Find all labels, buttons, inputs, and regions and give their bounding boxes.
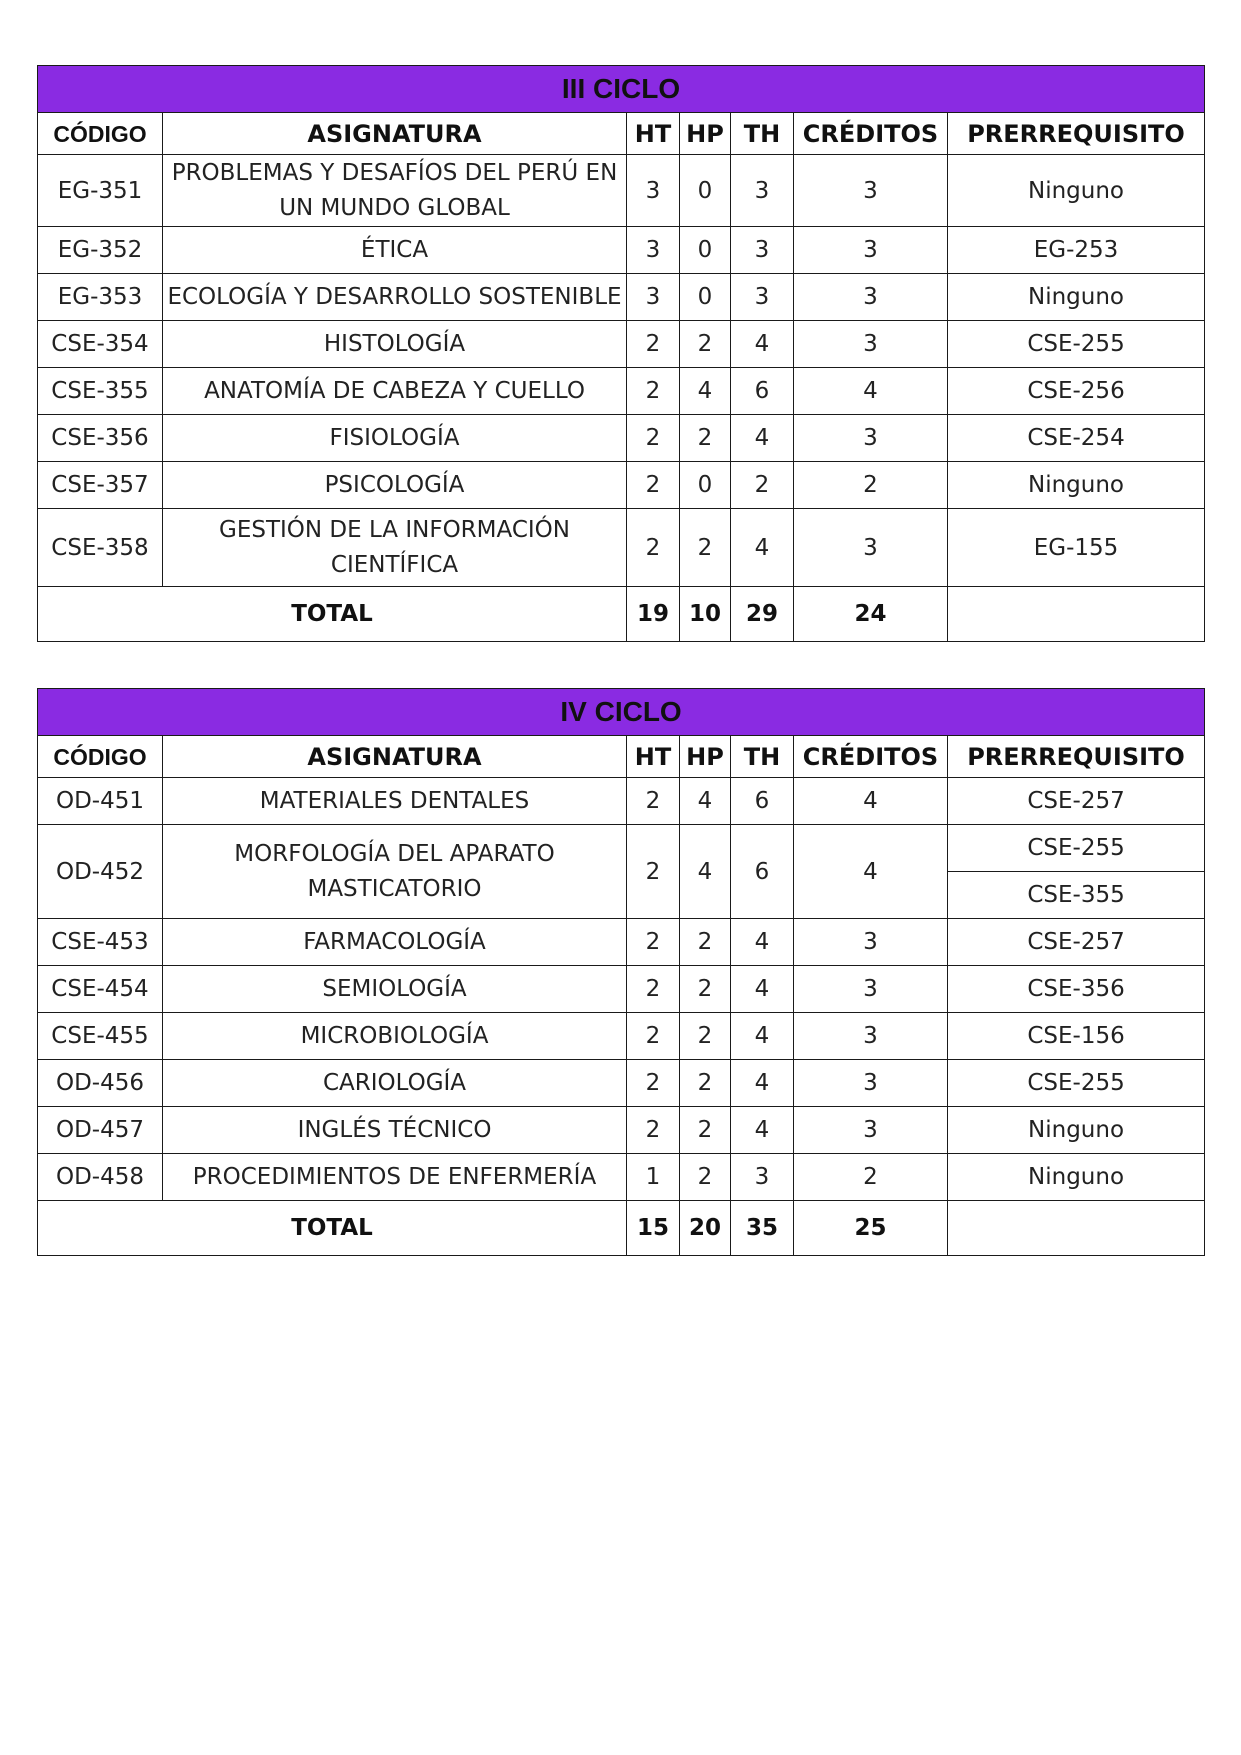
- table-row: [38, 462, 1205, 509]
- cell-codigo: CSE-358: [38, 509, 163, 587]
- total-creditos: 24: [794, 587, 948, 642]
- cell-creditos: 4: [794, 825, 948, 919]
- cell-th: 6: [731, 825, 794, 919]
- cell-ht: 2: [627, 919, 680, 966]
- cell-codigo: OD-458: [38, 1154, 163, 1201]
- cell-asignatura: PSICOLOGÍA: [163, 462, 627, 509]
- cell-asignatura: FARMACOLOGÍA: [163, 919, 627, 966]
- table-row: [38, 415, 1205, 462]
- cell-asignatura: MATERIALES DENTALES: [163, 778, 627, 825]
- cell-asignatura: PROCEDIMIENTOS DE ENFERMERÍA: [163, 1154, 627, 1201]
- cell-prerrequisito: CSE-255: [948, 321, 1205, 368]
- cell-th: 4: [731, 509, 794, 587]
- cell-hp: 4: [680, 825, 731, 919]
- total-label: TOTAL: [38, 1201, 627, 1256]
- cell-th: 6: [731, 778, 794, 825]
- cell-creditos: 2: [794, 1154, 948, 1201]
- cell-ht: 2: [627, 415, 680, 462]
- ciclo-iii-table: [37, 65, 1205, 642]
- cell-prerrequisito: Ninguno: [948, 1154, 1205, 1201]
- table-row: [38, 274, 1205, 321]
- cell-hp: 0: [680, 227, 731, 274]
- cell-hp: 0: [680, 274, 731, 321]
- cell-asignatura: GESTIÓN DE LA INFORMACIÓN CIENTÍFICA: [163, 509, 627, 587]
- cell-prerrequisito: Ninguno: [948, 274, 1205, 321]
- total-row: [38, 587, 1205, 642]
- cell-ht: 2: [627, 825, 680, 919]
- cell-ht: 2: [627, 321, 680, 368]
- table-row: [38, 825, 1205, 919]
- total-th: 35: [731, 1201, 794, 1256]
- cell-creditos: 3: [794, 415, 948, 462]
- cell-codigo: CSE-454: [38, 966, 163, 1013]
- cell-th: 4: [731, 966, 794, 1013]
- total-th: 29: [731, 587, 794, 642]
- cell-asignatura: PROBLEMAS Y DESAFÍOS DEL PERÚ EN UN MUNDO GLOBAL: [163, 155, 627, 227]
- total-ht: 15: [627, 1201, 680, 1256]
- cell-th: 4: [731, 919, 794, 966]
- col-header-prerrequisito: PRERREQUISITO: [948, 113, 1205, 155]
- cell-hp: 0: [680, 155, 731, 227]
- cell-codigo: CSE-453: [38, 919, 163, 966]
- table-row: [38, 966, 1205, 1013]
- cell-th: 3: [731, 155, 794, 227]
- col-header-codigo: CÓDIGO: [38, 736, 163, 778]
- cell-hp: 0: [680, 462, 731, 509]
- cell-th: 2: [731, 462, 794, 509]
- total-ht: 19: [627, 587, 680, 642]
- cell-codigo: EG-353: [38, 274, 163, 321]
- cell-codigo: OD-452: [38, 825, 163, 919]
- cell-th: 6: [731, 368, 794, 415]
- cell-codigo: OD-457: [38, 1107, 163, 1154]
- cell-codigo: EG-352: [38, 227, 163, 274]
- cell-ht: 3: [627, 227, 680, 274]
- cell-hp: 2: [680, 415, 731, 462]
- total-hp: 10: [680, 587, 731, 642]
- cell-hp: 4: [680, 778, 731, 825]
- col-header-prerrequisito: PRERREQUISITO: [948, 736, 1205, 778]
- cell-codigo: EG-351: [38, 155, 163, 227]
- col-header-asignatura: ASIGNATURA: [163, 736, 627, 778]
- cell-codigo: OD-456: [38, 1060, 163, 1107]
- cell-hp: 4: [680, 368, 731, 415]
- col-header-codigo: CÓDIGO: [38, 113, 163, 155]
- cell-asignatura: HISTOLOGÍA: [163, 321, 627, 368]
- cell-creditos: 3: [794, 227, 948, 274]
- table-row: [38, 227, 1205, 274]
- ciclo-iv-table: [37, 688, 1205, 1256]
- col-header-hp: HP: [680, 113, 731, 155]
- table-row: [38, 778, 1205, 825]
- cell-ht: 2: [627, 966, 680, 1013]
- cell-hp: 2: [680, 966, 731, 1013]
- cell-creditos: 3: [794, 919, 948, 966]
- cell-hp: 2: [680, 919, 731, 966]
- col-header-ht: HT: [627, 113, 680, 155]
- cell-asignatura: CARIOLOGÍA: [163, 1060, 627, 1107]
- ciclo-title: III CICLO: [38, 66, 1205, 113]
- cell-prerrequisito-2: CSE-355: [948, 871, 1204, 918]
- table-row: [38, 919, 1205, 966]
- table-row: [38, 321, 1205, 368]
- cell-ht: 2: [627, 509, 680, 587]
- cell-th: 3: [731, 274, 794, 321]
- cell-creditos: 3: [794, 1060, 948, 1107]
- cell-asignatura: SEMIOLOGÍA: [163, 966, 627, 1013]
- cell-codigo: CSE-354: [38, 321, 163, 368]
- cell-creditos: 4: [794, 368, 948, 415]
- cell-th: 3: [731, 1154, 794, 1201]
- cell-prerrequisito: Ninguno: [948, 462, 1205, 509]
- cell-asignatura: ÉTICA: [163, 227, 627, 274]
- cell-asignatura: MICROBIOLOGÍA: [163, 1013, 627, 1060]
- table-row: [38, 1107, 1205, 1154]
- cell-prerrequisito: EG-155: [948, 509, 1205, 587]
- cell-codigo: CSE-356: [38, 415, 163, 462]
- total-creditos: 25: [794, 1201, 948, 1256]
- total-row: [38, 1201, 1205, 1256]
- cell-creditos: 3: [794, 1013, 948, 1060]
- cell-hp: 2: [680, 509, 731, 587]
- total-label: TOTAL: [38, 587, 627, 642]
- col-header-hp: HP: [680, 736, 731, 778]
- cell-creditos: 3: [794, 155, 948, 227]
- col-header-ht: HT: [627, 736, 680, 778]
- total-prerrequisito-empty: [948, 587, 1205, 642]
- cell-creditos: 4: [794, 778, 948, 825]
- cell-th: 4: [731, 1107, 794, 1154]
- cell-prerrequisito: CSE-255: [948, 1060, 1205, 1107]
- table-row: [38, 1154, 1205, 1201]
- cell-creditos: 2: [794, 462, 948, 509]
- cell-codigo: OD-451: [38, 778, 163, 825]
- table-row: [38, 155, 1205, 227]
- table-row: [38, 368, 1205, 415]
- col-header-creditos: CRÉDITOS: [794, 113, 948, 155]
- cell-th: 4: [731, 1060, 794, 1107]
- cell-prerrequisito: CSE-255: [1027, 835, 1125, 861]
- cell-hp: 2: [680, 1013, 731, 1060]
- cell-ht: 3: [627, 155, 680, 227]
- col-header-th: TH: [731, 113, 794, 155]
- total-prerrequisito-empty: [948, 1201, 1205, 1256]
- cell-creditos: 3: [794, 321, 948, 368]
- cell-th: 4: [731, 1013, 794, 1060]
- cell-th: 4: [731, 415, 794, 462]
- cell-asignatura: FISIOLOGÍA: [163, 415, 627, 462]
- col-header-asignatura: ASIGNATURA: [163, 113, 627, 155]
- cell-prerrequisito: CSE-256: [948, 368, 1205, 415]
- cell-prerrequisito: CSE-257: [948, 778, 1205, 825]
- cell-ht: 2: [627, 462, 680, 509]
- cell-ht: 2: [627, 368, 680, 415]
- cell-prerrequisito: CSE-156: [948, 1013, 1205, 1060]
- cell-th: 4: [731, 321, 794, 368]
- table-row: [38, 1060, 1205, 1107]
- cell-ht: 2: [627, 1013, 680, 1060]
- cell-prerrequisito: CSE-356: [948, 966, 1205, 1013]
- cell-prerrequisito: Ninguno: [948, 1107, 1205, 1154]
- cell-hp: 2: [680, 321, 731, 368]
- cell-asignatura: INGLÉS TÉCNICO: [163, 1107, 627, 1154]
- cell-ht: 2: [627, 1060, 680, 1107]
- cell-ht: 2: [627, 1107, 680, 1154]
- cell-codigo: CSE-355: [38, 368, 163, 415]
- total-hp: 20: [680, 1201, 731, 1256]
- cell-creditos: 3: [794, 966, 948, 1013]
- cell-creditos: 3: [794, 1107, 948, 1154]
- cell-hp: 2: [680, 1107, 731, 1154]
- cell-ht: 1: [627, 1154, 680, 1201]
- cell-ht: 3: [627, 274, 680, 321]
- cell-prerrequisito-split: [948, 825, 1205, 919]
- table-row: [38, 1013, 1205, 1060]
- table-row: [38, 509, 1205, 587]
- cell-prerrequisito: CSE-257: [948, 919, 1205, 966]
- cell-asignatura: ECOLOGÍA Y DESARROLLO SOSTENIBLE: [163, 274, 627, 321]
- col-header-th: TH: [731, 736, 794, 778]
- cell-asignatura: ANATOMÍA DE CABEZA Y CUELLO: [163, 368, 627, 415]
- cell-asignatura: MORFOLOGÍA DEL APARATO MASTICATORIO: [163, 825, 627, 919]
- cell-creditos: 3: [794, 509, 948, 587]
- cell-hp: 2: [680, 1060, 731, 1107]
- cell-th: 3: [731, 227, 794, 274]
- cell-ht: 2: [627, 778, 680, 825]
- cell-codigo: CSE-357: [38, 462, 163, 509]
- ciclo-title: IV CICLO: [38, 689, 1205, 736]
- cell-prerrequisito: CSE-254: [948, 415, 1205, 462]
- cell-codigo: CSE-455: [38, 1013, 163, 1060]
- cell-hp: 2: [680, 1154, 731, 1201]
- cell-prerrequisito: EG-253: [948, 227, 1205, 274]
- cell-creditos: 3: [794, 274, 948, 321]
- col-header-creditos: CRÉDITOS: [794, 736, 948, 778]
- cell-prerrequisito: Ninguno: [948, 155, 1205, 227]
